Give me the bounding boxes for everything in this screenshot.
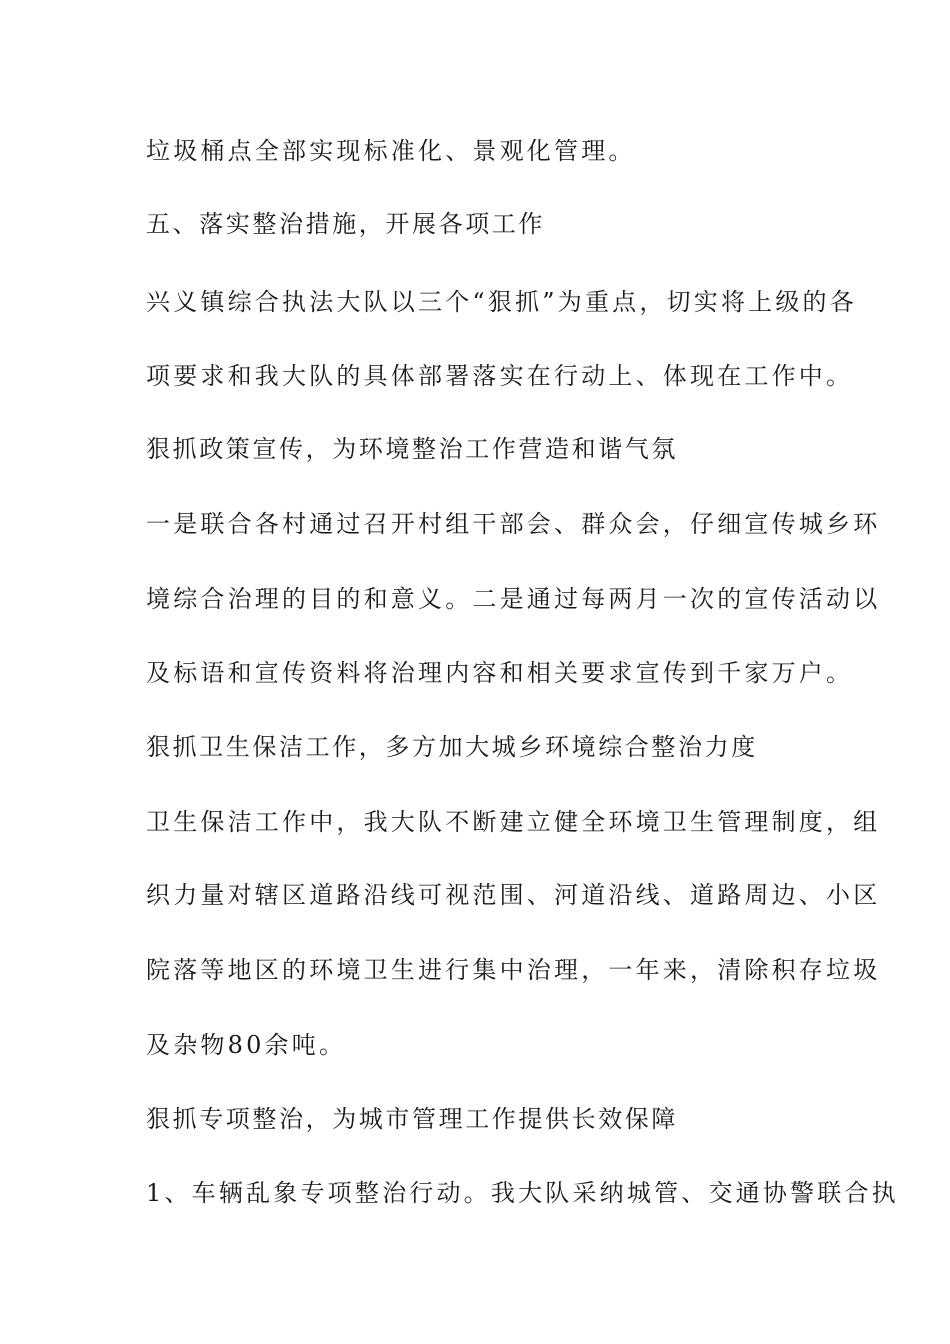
paragraph-line: 兴义镇综合执法大队以三个“狠抓”为重点，切实将上级的各 (146, 288, 857, 316)
paragraph-line: 垃圾桶点全部实现标准化、景观化管理。 (146, 137, 636, 165)
paragraph-line: 1、车辆乱象专项整治行动。我大队采纳城管、交通协警联合执 (146, 1179, 899, 1207)
paragraph-line: 织力量对辖区道路沿线可视范围、河道沿线、道路周边、小区 (146, 881, 881, 909)
paragraph-line: 及标语和宣传资料将治理内容和相关要求宣传到千家万户。 (146, 659, 854, 687)
subsection-heading: 狠抓专项整治，为城市管理工作提供长效保障 (146, 1105, 678, 1133)
section-heading: 五、落实整治措施，开展各项工作 (146, 210, 545, 238)
paragraph-line: 卫生保洁工作中，我大队不断建立健全环境卫生管理制度，组 (146, 808, 881, 836)
paragraph-line: 项要求和我大队的具体部署落实在行动上、体现在工作中。 (146, 362, 854, 390)
paragraph-line: 及杂物80余吨。 (146, 1031, 347, 1059)
subsection-heading: 狠抓卫生保洁工作，多方加大城乡环境综合整治力度 (146, 733, 758, 761)
paragraph-line: 境综合治理的目的和意义。二是通过每两月一次的宣传活动以 (146, 585, 881, 613)
subsection-heading: 狠抓政策宣传，为环境整治工作营造和谐气氛 (146, 435, 678, 463)
paragraph-line: 院落等地区的环境卫生进行集中治理，一年来，清除积存垃圾 (146, 956, 881, 984)
paragraph-line: 一是联合各村通过召开村组干部会、群众会，仔细宣传城乡环 (146, 510, 881, 538)
